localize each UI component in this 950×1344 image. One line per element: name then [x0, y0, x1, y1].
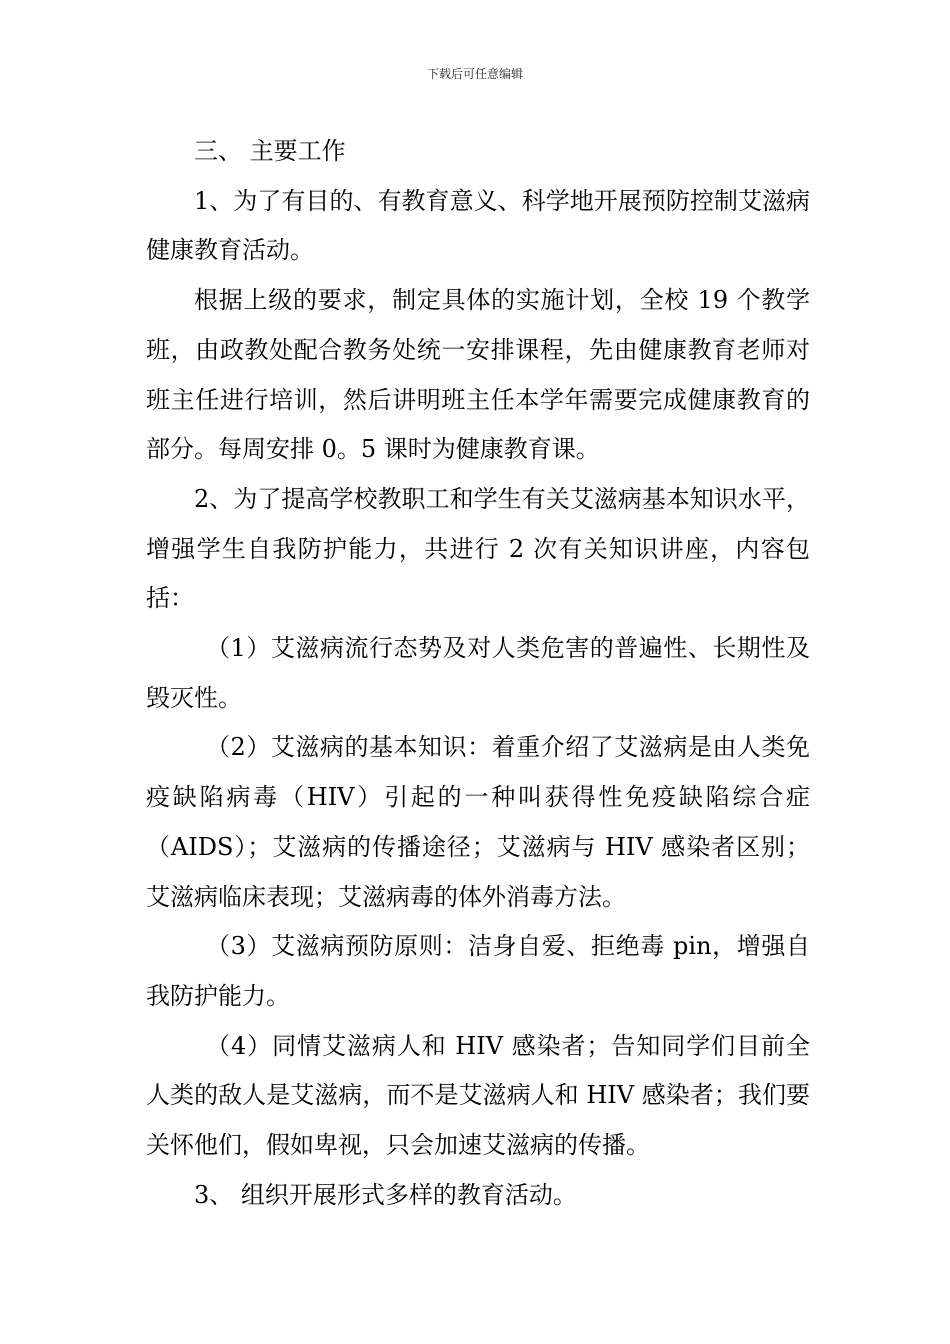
paragraph-subitem-3: （3）艾滋病预防原则：洁身自爱、拒绝毒 pin，增强自我防护能力。	[146, 932, 810, 1010]
paragraph-subitem-2: （2）艾滋病的基本知识：着重介绍了艾滋病是由人类免疫缺陷病毒（HIV）引起的一种叫获得性免疫缺陷综合症（AIDS）；艾滋病的传播途径；艾滋病与 HIV 感染者区别；艾滋病临床表现；艾滋病毒的体外消毒方法。	[146, 733, 810, 911]
paragraph-subitem-1: （1）艾滋病流行态势及对人类危害的普遍性、长期性及毁灭性。	[146, 634, 810, 712]
paragraph-item-2: 2、为了提高学校教职工和学生有关艾滋病基本知识水平，增强学生自我防护能力，共进行 2 次有关知识讲座，内容包括：	[146, 484, 810, 613]
paragraph-subitem-4: （4）同情艾滋病人和 HIV 感染者；告知同学们目前全人类的敌人是艾滋病，而不是艾滋病人和 HIV 感染者；我们要关怀他们，假如卑视，只会加速艾滋病的传播。	[146, 1031, 810, 1160]
document-body	[146, 127, 810, 1220]
paragraph-item-3: 3、 组织开展形式多样的教育活动。	[194, 1180, 577, 1209]
page-header-note: 下载后可任意编辑	[426, 67, 523, 81]
paragraph-item-1: 1、为了有目的、有教育意义、科学地开展预防控制艾滋病健康教育活动。	[146, 186, 810, 265]
paragraph-plan: 根据上级的要求，制定具体的实施计划，全校 19 个教学班，由政教处配合教务处统一安排课程，先由健康教育老师对班主任进行培训，然后讲明班主任本学年需要完成健康教育的部分。每周安排 0。5 课时为健康教育课。	[146, 286, 810, 464]
section-heading: 三、 主要工作	[194, 137, 346, 165]
